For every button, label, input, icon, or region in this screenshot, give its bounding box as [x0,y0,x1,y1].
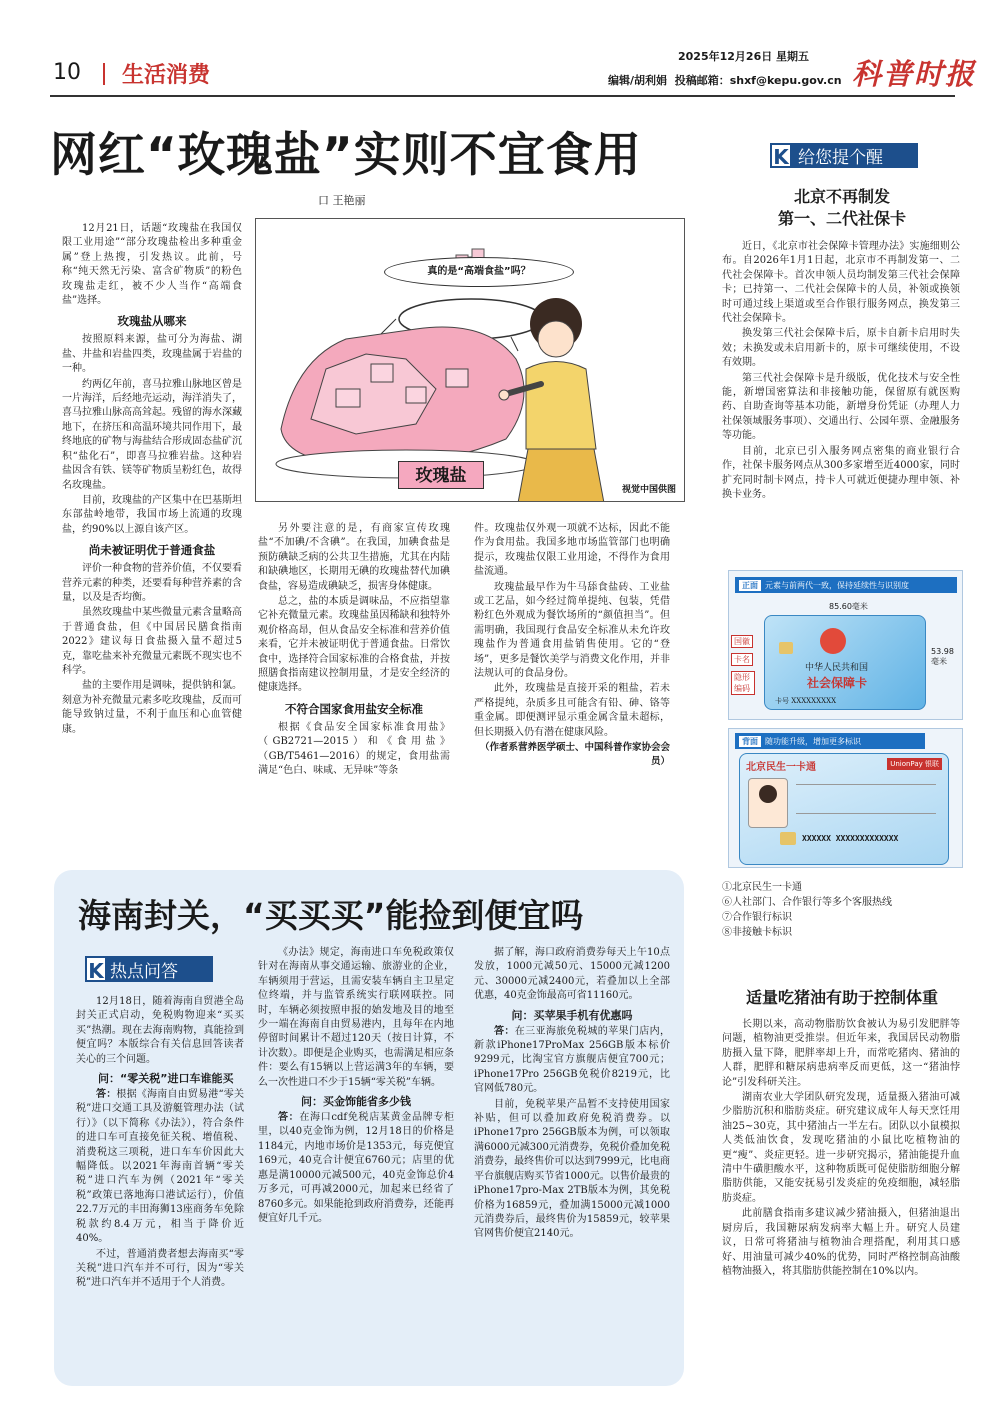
front-banner [735,577,957,593]
back-card-title: 北京民生一卡通 [746,762,816,773]
badge-label: 给您提个醒 [798,148,883,168]
question-heading: 问：买苹果手机有优惠吗 [511,1008,633,1022]
article-column-2 [258,522,450,780]
legend-item: ⑧非接触卡标识 [722,927,792,938]
section-title: 生活消费 [122,63,211,88]
intro-paragraph: 12月21日，话题“玫瑰盐在我国仅限工业用途”“部分玫瑰盐检出多种重金属”登上热搜，引发热议。此前，号称“纯天然无污染、富含矿物质”的粉色玫瑰盐走红，被不少人当作“高端食盐”选择。 [62,223,242,307]
k-logo-icon: K [85,956,107,982]
rose-salt-illustration [255,218,685,502]
back-tag: 背面 [739,736,761,747]
title-line: 第一、二代社保卡 [777,209,906,228]
card-front-panel [728,570,963,720]
title-line: 北京不再制发 [793,187,890,206]
paragraph: 此外，玫瑰盐是直接开采的粗盐，若未严格提纯，杂质多且可能含有铅、砷、铬等重金属。即便测评显示重金属含量未超标，但长期摄入仍有潜在健康风险。 [474,683,670,738]
answer-label: 答： [494,1025,515,1037]
paragraph: 件。玫瑰盐仅外观一项就不达标，因此不能作为食用盐。我国多地市场监管部门也明确提示，玫瑰盐仅限工业用途，不得作为食用盐流通。 [474,523,670,578]
card-number: 卡号 XXXXXXXXX [775,697,837,705]
reminder-title [722,186,962,230]
legend-item: ⑦合作银行标识 [722,912,792,923]
answer-text: 在三亚海旅免税城的苹果门店内，新款iPhone17ProMax 256GB版本标价9299元，比淘宝官方旗舰店便宜700元；iPhone17Pro 256GB免税价8219元，比官网低780元。 [474,1025,670,1095]
paragraph: 目前，北京已引入服务网点密集的商业银行合作，社保卡服务网点从300多家增至近4000家，同时扩充同时制卡网点，持卡人可就近便捷办理申领、补换卡业务。 [722,445,960,500]
back-banner-text: 随功能升级，增加更多标识 [765,736,861,746]
paragraph: 第三代社会保障卡是升级版，优化技术与安全性能，新增国密算法和非接触功能，保留原有就医购药、自助查询等基本功能，新增身份凭证（办理人力社保领域服务事项）、交通出行、公园年票、金融服务等功能。 [722,372,960,442]
card-width: 85.60毫米 [829,602,868,611]
hainan-headline: 海南封关，“买买买”能捡到便宜吗 [78,896,584,935]
paragraph: 湖南农业大学团队研究发现，适量摄入猪油可减少脂肪沉积和脂肪炎症。研究建议成年人每天烹饪用油25~30克，其中猪油占一半左右。团队以小鼠模拟人类低油饮食，发现吃猪油的小鼠比吃植物油的更“瘦”、炎症更轻。进一步研究揭示，猪油能提升血清中牛磺胆酸水平，这种物质既可促使脂肪细胞分解脂肪供能，又能安抚易引发炎症的免疫细胞，减轻脂肪炎症。 [722,1092,960,1204]
editor-line [608,72,842,88]
byline: 口 王艳丽 [318,194,366,207]
editor: 编辑/胡利娟 [608,74,668,87]
paragraph: 约两亿年前，喜马拉雅山脉地区曾是一片海洋，后经地壳运动，海洋消失了，喜马拉雅山脉高高耸起。残留的海水深藏地下，在挤压和高温环境共同作用下，最终地底的矿物与海盐结合形成固态盐矿沉积“盐化石”，即喜马拉雅岩盐。这种岩盐因含有铁、镁等矿物质呈粉红色，故得名玫瑰盐。 [62,378,242,491]
card-legend [722,880,960,940]
question-heading: 问：买金饰能省多少钱 [301,1095,411,1109]
callout-hidden-code: 隐形编码 [731,671,755,695]
hot-qa-badge [85,956,213,982]
subheading: 不符合国家食用盐安全标准 [285,701,423,716]
speech-bubble: 真的是“高端食盐”吗？ [384,257,574,287]
back-card-number: XXXXXX XXXXXXXXXXXXX [802,834,899,843]
card-name: 社会保障卡 [807,676,868,690]
paragraph: 《办法》规定，海南进口车免税政策仅针对在海南从事交通运输、旅游业的企业，车辆须用于营运，且需安装车辆自主卫星定位终端，并与监管系统实行联网联控。同时，车辆必须按照申报的始发地及目的地至少一端在海南自由贸易港内，且每年在内地停留时间累计不超过120天（按日计算，不计次数）。即便是企业购买，也需满足相应条件：要么有15辆以上营运满3年的车辆，要么一次性进口不少于15辆“零关税”车辆。 [258,947,454,1088]
k-logo-icon: K [770,143,792,168]
paragraph: 目前，免税苹果产品暂不支持使用国家补贴，但可以叠加政府免税消费券。以iPhone17pro 256GB版本为例，可以领取满6000元减300元消费券，免税价叠加免税消费券，最终售价可以达到7999元，比电商平台旗舰店购买节省1000元。以售价最贵的iPhone17pro-Max 2TB版本为例，其免税价格为16859元，叠加满15000元减1000元消费券后，最终售价为15859元，较苹果官网售价便宜2140元。 [474,1098,670,1240]
paragraph: 按照原料来源，盐可分为海盐、湖盐、井盐和岩盐四类，玫瑰盐属于岩盐的一种。 [62,334,242,375]
callout-cardname: 卡名 [731,653,753,666]
paragraph: 目前，玫瑰盐的产区集中在巴基斯坦东部盐岭地带，我国市场上流通的玫瑰盐，约90%以上源自该产区。 [62,494,242,535]
front-tag: 正面 [739,580,761,591]
chip-icon [780,832,796,845]
question-heading: 问：“零关税”进口车谁能买 [98,1072,234,1086]
page-number: 10 [53,60,81,85]
headline: 网红“玫瑰盐”实则不宜食用 [50,128,642,183]
legend-item: ①北京民生一卡通 [722,882,802,893]
badge-label: 热点问答 [110,961,178,982]
photo-credit: 视觉中国供图 [621,485,676,495]
answer-text: 根据《海南自由贸易港“零关税”进口交通工具及游艇管理办法（试行）》（以下简称《办法》），符合条件的进口车可直接免征关税、增值税、消费税这三项税，进口车车价因此大幅降低。以2021年海南首辆“零关税”进口汽车为例（2021年“零关税”政策已落地海口港试运行），价值22.7万元的丰田海狮13座商务车免除税款约8.4万元，相当于降价近40%。 [76,1089,244,1245]
rose-salt-label: 玫瑰盐 [398,461,484,489]
hainan-column-1 [76,995,244,1292]
front-banner-text: 元素与前两代一致，保持延续性与识别度 [765,580,909,590]
header-divider [103,63,105,85]
paragraph: 盐的主要作用是调味，提供钠和氯。刻意为补充微量元素多吃玫瑰盐，反而可能导致钠过量，不利于血压和心血管健康。 [62,680,242,735]
subheading: 尚未被证明优于普通食盐 [88,543,216,558]
reminder-badge [770,143,918,168]
email-link[interactable]: shxf@kepu.gov.cn [729,74,842,87]
paragraph: 评价一种食物的营养价值，不仅要看营养元素的种类，还要看每种营养素的含量，以及是否均衡。 [62,563,242,603]
paragraph: 长期以来，高动物脂肪饮食被认为易引发肥胖等问题，植物油更受推崇。但近年来，我国居民动物脂肪摄入量下降，肥胖率却上升，而常吃猪肉、猪油的人群，肥胖和糖尿病患病率反而更低，这一“猪油悖论”引发科研关注。 [722,1019,960,1088]
card-back-panel [728,728,963,868]
paragraph: 另外要注意的是，有商家宣传玫瑰盐“不加碘/不含碘”。在我国，加碘食盐是预防碘缺乏病的公共卫生措施，尤其在内陆和缺碘地区，长期用无碘的玫瑰盐替代加碘食盐，容易造成碘缺乏，损害身体健康。 [258,523,450,592]
card-info-lines [796,784,936,814]
portrait-photo [748,778,788,828]
back-banner [735,733,925,749]
paragraph: 据了解，海口政府消费券每天上午10点发放，1000元减50元、15000元减1200元、30000元减2400元，若叠加以上全部优惠，40克金饰最高可省11160元。 [474,947,670,1002]
emblem-icon [820,628,846,654]
paragraph: 此前膳食指南多建议减少猪油摄入，但猪油退出厨房后，我国糖尿病发病率大幅上升。研究人员建议，日常可将猪油与植物油合理搭配，利用其口感好、用油量可减少40%的优势，同时严格控制高油酸植物油摄入，将其脂肪供能控制在10%以内。 [722,1208,960,1277]
article-column-1 [62,222,242,738]
article-column-3 [474,522,670,769]
lard-article-title: 适量吃猪油有助于控制体重 [745,988,938,1007]
beijing-card [739,753,949,865]
answer-label: 答： [96,1089,117,1101]
hainan-column-3 [474,946,670,1243]
hainan-column-2 [258,946,454,1227]
chip-icon [779,642,793,654]
social-security-card [764,615,926,710]
legend-item: ⑥人社部门、合作银行等多个客服热线 [722,897,892,908]
newspaper-logo: 科普时报 [852,57,977,91]
card-country: 中华人民共和国 [805,663,869,673]
paragraph: 总之，盐的本质是调味品，不应指望靠它补充微量元素。玫瑰盐虽因稀缺和独特外观价格高昂，但从食品安全标准和营养价值来看，它并未被证明优于普通食盐。日常饮食中，选择符合国家标准的合格食盐，并按照膳食指南建议控制用量，才是安全经济的健康选择。 [258,596,450,694]
intro-paragraph: 12月18日，随着海南自贸港全岛封关正式启动，免税购物迎来“买买买”热潮。现在去海南购物，真能捡到便宜吗？本版综合有关信息回答读者关心的三个问题。 [76,996,244,1065]
issue-date: 2025年12月26日 星期五 [678,50,810,63]
author-note: （作者系营养医学硕士、中国科普作家协会会员） [479,742,670,768]
paragraph: 近日，《北京市社会保障卡管理办法》实施细则公布。自2026年1月1日起，北京市不再制发第一、二代社会保障卡。首次申领人员均制发第三代社会保障卡；已持第一、二代社会保障卡的人员，补领或换领时可通过线上渠道或至合作银行服务网点，换发第三代社会保障卡。 [722,241,960,325]
paragraph: 虽然玫瑰盐中某些微量元素含量略高于普通食盐，但《中国居民膳食指南2022》建议每日食盐摄入量不超过5克，靠吃盐来补充微量元素既不现实也不科学。 [62,607,242,676]
reminder-body [722,240,960,503]
answer-text: 在海口cdf免税店某黄金品牌专柜里，以40克金饰为例，12月18日的价格是1184元，内地市场价是1353元，每克便宜169元，40克合计便宜6760元；店里的优惠是满10000元减500元，40克金饰总价4万多元，可再减2000元，加起来已经省了8760多元。如果能抢到政府消费券，还能再便宜好几千元。 [258,1112,455,1224]
paragraph: 不过，普通消费者想去海南买“零关税”进口汽车并不可行，因为“零关税”进口汽车并不适用于个人消费。 [76,1248,244,1289]
header-rule [50,95,955,97]
unionpay-logo: UnionPay 银联 [887,758,942,770]
paragraph: 换发第三代社会保障卡后，原卡自新卡启用时失效；未换发或未启用新卡的，原卡可继续使用，不设有效期。 [722,328,960,369]
answer-label: 答： [278,1112,300,1124]
paragraph: 玫瑰盐最早作为牛马舔食盐砖、工业盐或工艺品，如今经过简单提纯、包装，凭借粉红色外观成为餐饮场所的“颜值担当”。但需明确，我国现行食品安全标准从未允许玫瑰盐作为普通食用盐销售使用。它的“登场”，更多是餐饮美学与消费文化作用，并非法规认可的食品身份。 [474,581,670,680]
paragraph: 根据《食品安全国家标准食用盐》（GB2721—2015）和《食用盐》（GB/T5461—2016）的规定，食用盐需满足“色白、味咸、无异味”等条 [258,721,450,777]
card-height: 53.98毫米 [931,647,954,666]
callout-emblem: 国徽 [731,635,753,648]
subheading: 玫瑰盐从哪来 [117,314,187,329]
email-label: 投稿邮箱： [674,74,730,87]
lard-article-body [722,1018,960,1280]
